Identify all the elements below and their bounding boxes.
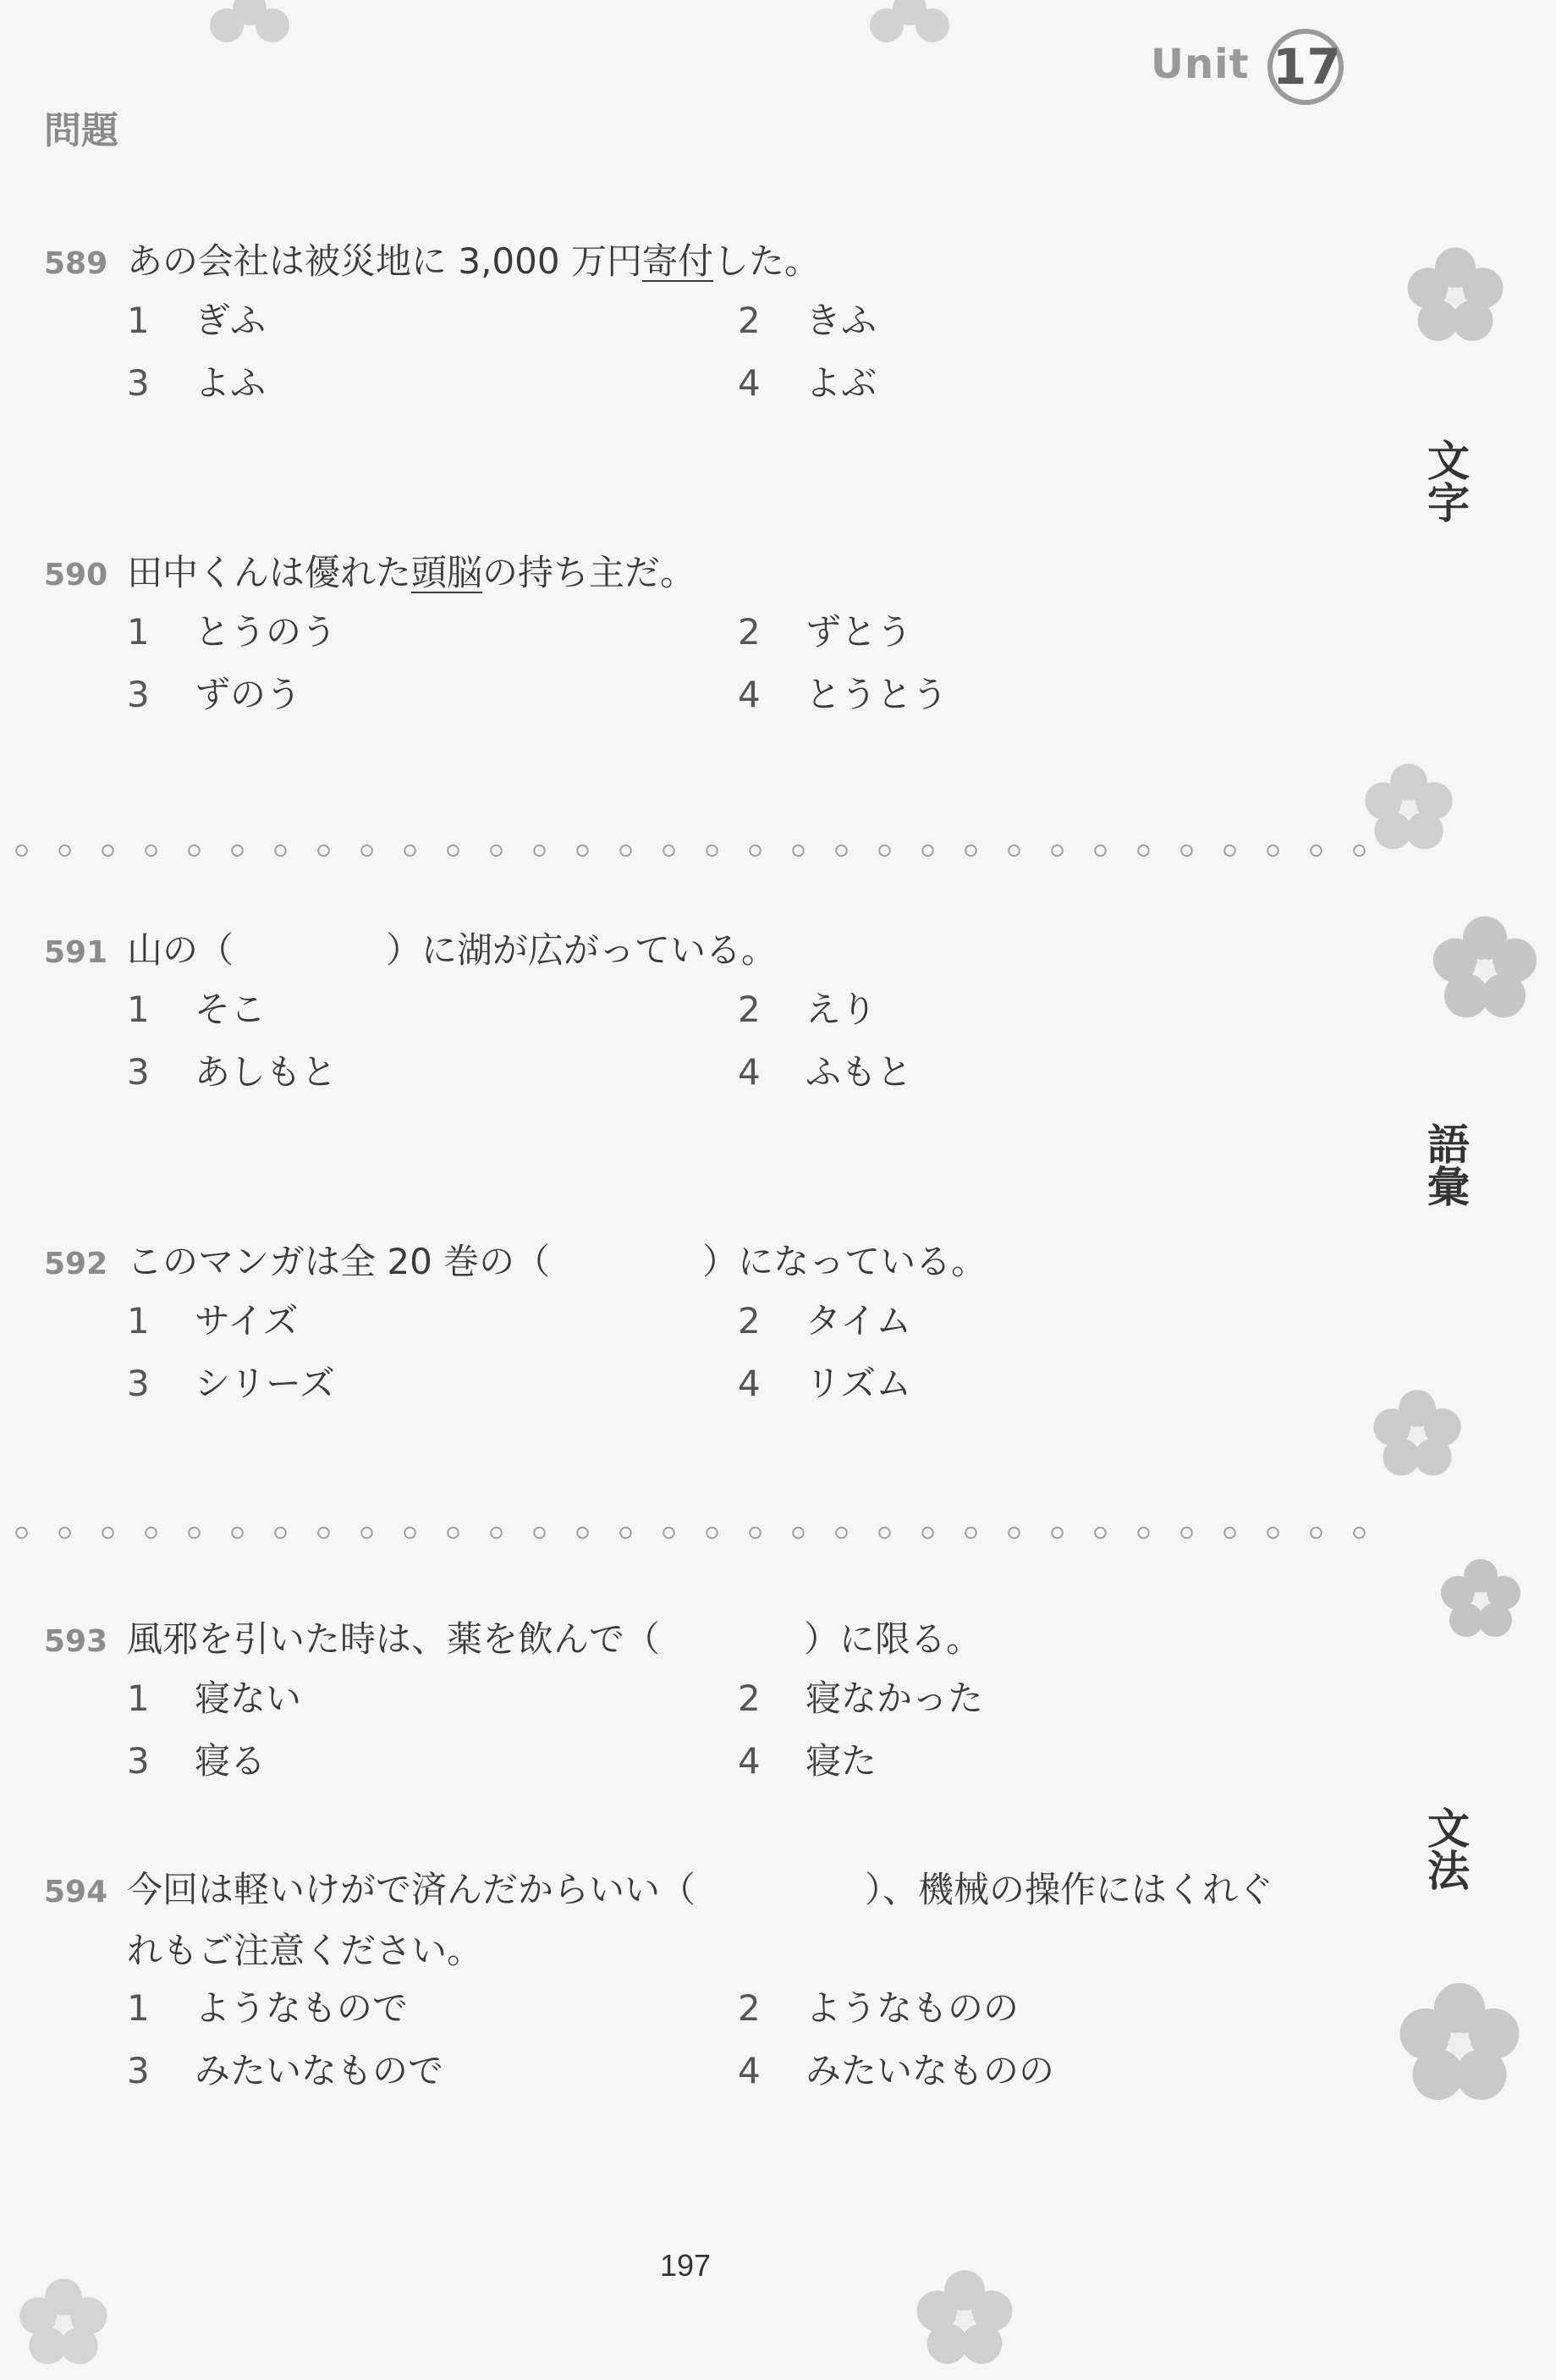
question-text <box>127 1611 981 1662</box>
question-number: 594 <box>44 1875 108 1909</box>
side-tab-bunpou: 文法 <box>1421 1806 1470 1891</box>
answer-options <box>127 604 1245 730</box>
answer-option-3[interactable] <box>127 1733 738 1796</box>
question-line <box>44 545 1245 604</box>
question-line <box>44 923 1245 982</box>
option-number: 1 <box>127 611 150 653</box>
question-text-segment: 今回は軽いけがで済んだからいい（ <box>127 1869 696 1910</box>
option-number: 1 <box>127 1300 150 1342</box>
answer-option-4[interactable] <box>738 1044 1245 1107</box>
answer-option-2[interactable] <box>738 1981 1245 2043</box>
answer-option-4[interactable] <box>738 2043 1245 2106</box>
question-number: 589 <box>44 246 108 281</box>
option-number: 4 <box>738 1363 761 1404</box>
option-text: あしもと <box>195 1051 338 1093</box>
section-title: 問題 <box>44 109 118 152</box>
question-number: 591 <box>44 935 108 970</box>
question-text <box>127 1862 1273 1913</box>
option-number: 3 <box>127 2050 150 2091</box>
flower-decoration <box>203 0 296 68</box>
option-text: ふもと <box>805 1051 913 1093</box>
question-text-continuation: れもご注意ください。 <box>127 1930 483 1971</box>
flower-decoration <box>1396 1981 1523 2107</box>
option-text: サイズ <box>195 1300 299 1342</box>
option-text: ずとう <box>805 611 913 653</box>
question-text-segment: 風邪を引いた時は、薬を飲んで（ <box>127 1618 661 1660</box>
option-text: みたいなもので <box>195 2050 444 2091</box>
question-text-segment: ）に限る。 <box>804 1618 982 1660</box>
answer-options <box>127 1293 1245 1419</box>
answer-option-2[interactable] <box>738 604 1245 667</box>
answer-option-4[interactable] <box>738 1356 1245 1419</box>
answer-option-1[interactable] <box>127 1293 738 1356</box>
option-text: みたいなものの <box>805 2050 1055 2091</box>
option-text: そこ <box>195 989 267 1030</box>
option-number: 4 <box>738 2050 761 2091</box>
option-number: 1 <box>127 989 150 1030</box>
option-text: リズム <box>805 1363 912 1404</box>
side-tab-moji: 文字 <box>1421 438 1470 523</box>
question-text-segment: 山の（ <box>127 929 234 971</box>
answer-option-2[interactable] <box>738 1293 1245 1356</box>
question-line <box>44 1611 1245 1671</box>
option-number: 3 <box>127 1363 150 1404</box>
flower-decoration <box>1438 1557 1523 1642</box>
option-number: 1 <box>127 1987 150 2029</box>
option-number: 3 <box>127 674 150 715</box>
answer-option-4[interactable] <box>738 355 1245 418</box>
underlined-word: 寄付 <box>641 240 713 282</box>
question-text <box>127 545 696 596</box>
option-text: ようなもので <box>195 1987 409 2029</box>
option-text: ようなものの <box>805 1987 1020 2029</box>
page-number: 197 <box>660 2248 712 2283</box>
side-tab-goi: 語彙 <box>1421 1122 1470 1207</box>
option-number: 1 <box>127 300 150 341</box>
answer-option-2[interactable] <box>738 982 1245 1044</box>
question-text-segment: ）に湖が広がっている。 <box>386 929 778 971</box>
option-text: よふ <box>195 362 267 404</box>
question-line <box>44 234 1245 293</box>
option-text: きふ <box>805 300 877 341</box>
unit-number-badge: 17 <box>1267 29 1344 105</box>
question-text <box>127 234 820 284</box>
question-591 <box>44 923 1245 1107</box>
answer-options <box>127 1981 1273 2106</box>
answer-option-4[interactable] <box>738 667 1245 730</box>
option-number: 2 <box>738 1987 761 2029</box>
question-text-segment: あの会社は被災地に 3,000 万円 <box>127 240 642 282</box>
question-594 <box>44 1862 1273 2106</box>
option-text: ずのう <box>195 674 302 715</box>
question-text-segment: の持ち主だ。 <box>482 552 696 593</box>
question-number: 593 <box>44 1624 108 1659</box>
option-number: 2 <box>738 989 761 1030</box>
option-number: 1 <box>127 1678 150 1719</box>
option-number: 3 <box>127 1740 150 1782</box>
underlined-word: 頭脳 <box>411 552 483 593</box>
answer-option-3[interactable] <box>127 355 738 418</box>
answer-option-2[interactable] <box>738 1671 1245 1733</box>
option-text: 寝た <box>805 1740 877 1782</box>
answer-options <box>127 982 1245 1107</box>
option-number: 2 <box>738 1678 761 1719</box>
option-text: 寝ない <box>195 1678 302 1719</box>
question-593 <box>44 1611 1245 1796</box>
option-number: 4 <box>738 1740 761 1782</box>
option-number: 2 <box>738 1300 761 1342</box>
question-text <box>127 923 777 973</box>
answer-option-4[interactable] <box>738 1733 1245 1796</box>
flower-decoration <box>863 0 956 68</box>
option-text: 寝る <box>195 1740 267 1782</box>
answer-option-2[interactable] <box>738 293 1245 355</box>
option-number: 4 <box>738 1051 761 1093</box>
answer-option-3[interactable] <box>127 1356 738 1419</box>
question-589 <box>44 234 1245 418</box>
option-number: 2 <box>738 611 761 653</box>
option-text: 寝なかった <box>805 1678 984 1719</box>
option-text: よぶ <box>805 362 877 404</box>
answer-option-1[interactable] <box>127 604 738 667</box>
option-number: 4 <box>738 674 761 715</box>
answer-option-1[interactable] <box>127 1981 738 2043</box>
answer-options <box>127 1671 1245 1796</box>
option-number: 4 <box>738 362 761 404</box>
option-text: タイム <box>805 1300 912 1342</box>
answer-option-1[interactable] <box>127 293 738 355</box>
option-text: えり <box>805 989 877 1030</box>
answer-option-1[interactable] <box>127 1671 738 1733</box>
answer-option-3[interactable] <box>127 667 738 730</box>
flower-decoration <box>1430 914 1540 1024</box>
question-590 <box>44 545 1245 730</box>
option-text: とうとう <box>805 674 948 715</box>
question-text <box>127 1234 987 1285</box>
unit-label: Unit <box>1151 41 1250 88</box>
option-number: 3 <box>127 1051 150 1093</box>
answer-option-3[interactable] <box>127 1044 738 1107</box>
flower-decoration <box>914 2268 1015 2370</box>
option-number: 3 <box>127 362 150 404</box>
answer-option-1[interactable] <box>127 982 738 1044</box>
option-text: シリーズ <box>195 1363 335 1404</box>
option-number: 2 <box>738 300 761 341</box>
section-divider <box>0 1523 1371 1542</box>
flower-decoration <box>17 2277 110 2370</box>
flower-decoration <box>1371 1388 1464 1481</box>
question-text-segment: ）になっている。 <box>702 1241 987 1282</box>
flower-decoration <box>1405 245 1506 347</box>
question-text-segment: 田中くんは優れた <box>127 552 412 593</box>
section-divider <box>0 841 1371 860</box>
question-592 <box>44 1234 1245 1419</box>
question-number: 592 <box>44 1247 108 1281</box>
question-text-segment: した。 <box>712 240 820 282</box>
option-text: ぎふ <box>195 300 267 341</box>
question-text-segment: ）、機械の操作にはくれぐ <box>865 1869 1274 1910</box>
question-line <box>44 1862 1273 1921</box>
question-line <box>44 1234 1245 1293</box>
option-text: とうのう <box>195 611 338 653</box>
question-number: 590 <box>44 558 108 592</box>
answer-option-3[interactable] <box>127 2043 738 2106</box>
flower-decoration <box>1362 762 1455 855</box>
question-text-segment: このマンガは全 20 巻の（ <box>127 1241 551 1282</box>
answer-options <box>127 293 1245 418</box>
